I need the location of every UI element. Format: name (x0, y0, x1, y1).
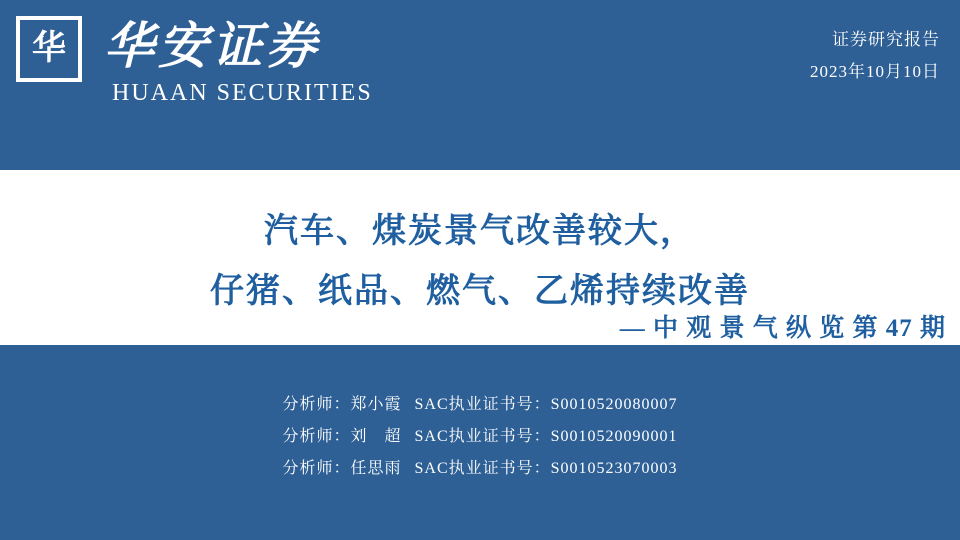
seal-character: 华 (32, 30, 66, 67)
analyst-license-label: SAC执业证书号： (414, 396, 551, 413)
report-date: 2023年10月10日 (810, 62, 940, 82)
analyst-license-number: S0010520090001 (550, 428, 678, 445)
page-title-line-1: 汽车、煤炭景气改善较大， (264, 213, 696, 250)
analyst-name: 任思雨 (350, 460, 402, 477)
page-subtitle: — 中 观 景 气 纵 览 第 47 期 (619, 315, 946, 342)
analyst-license-number: S0010520080007 (550, 396, 678, 413)
footer-band (0, 345, 960, 540)
page-title-line-2: 仔猪、纸品、燃气、乙烯持续改善 (210, 272, 750, 310)
analyst-row (0, 453, 960, 485)
analyst-license-number: S0010523070003 (550, 460, 678, 477)
analyst-license-label: SAC执业证书号： (414, 428, 551, 445)
analyst-row (0, 389, 960, 421)
analyst-license-label: SAC执业证书号： (414, 460, 551, 477)
company-name-cn: 华安证券 (104, 18, 320, 74)
analyst-role-label: 分析师： (282, 428, 351, 445)
title-area (0, 170, 960, 345)
report-type-label: 证券研究报告 (832, 30, 940, 49)
analyst-role-label: 分析师： (282, 460, 351, 477)
analyst-list (0, 389, 960, 485)
header-meta (810, 24, 940, 89)
company-name-en: HUAAN SECURITIES (112, 79, 373, 106)
company-logo (16, 16, 373, 107)
analyst-role-label: 分析师： (282, 396, 351, 413)
page-title (0, 202, 960, 321)
analyst-row (0, 421, 960, 453)
company-seal-icon (16, 16, 82, 82)
analyst-name: 郑小霞 (350, 396, 402, 413)
company-logo-text (104, 18, 373, 107)
header-band (0, 0, 960, 170)
analyst-name: 刘 超 (350, 428, 402, 445)
